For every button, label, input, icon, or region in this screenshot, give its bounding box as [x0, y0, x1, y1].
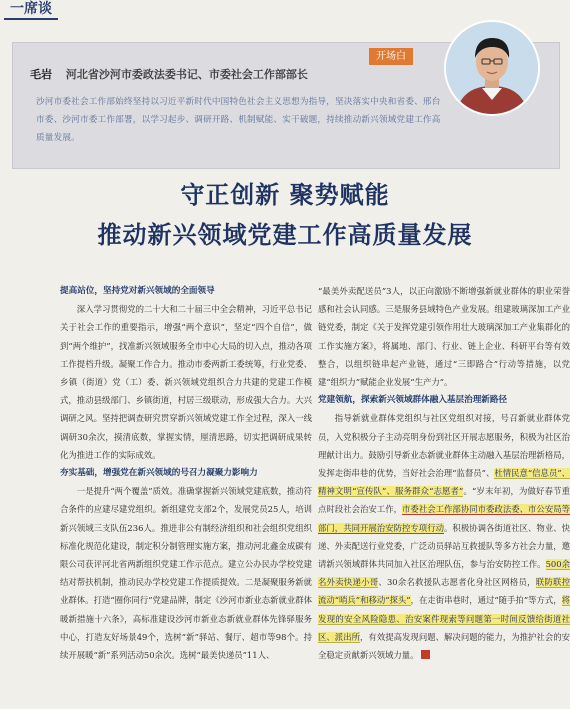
highlighted-text: 500余名外卖快递小哥: [318, 559, 570, 588]
right-column: [318, 282, 570, 664]
text-run: ，在走街串巷时，通过“随手拍”等方式，: [410, 595, 562, 606]
paragraph-left-1: 深入学习贯彻党的二十大和二十届三中全会精神，习近平总书记关于社会工作的重要指示，增强“两个意识”，坚定“四个自信”，做到“两个维护”，找准新兴领域服务全市中心大局的切入点，推动各项工作提档升级。凝聚工作合力。推动市委两新工委统筹，行业党委、乡镇（街道）党（工）委、新兴领域党组织合力共建的党建工作模式，推动县级部门、乡镇街道，村居三级联动，形成强大合力。大兴调研之风。坚持把调查研究贯穿新兴领域党建工作全过程，深入一线调研30余次，摸清底数，掌握实情，厘清思路，切实把调研成果转化为推进工作的实际成效。: [60, 304, 312, 460]
highlighted-text: 市委社会工作部协同市委政法委、市公安局等部门，共同开展治安防控专项行动: [318, 504, 570, 533]
highlighted-text: 杜情民意“信息员”、精神文明“宣传队”、服务群众“志愿者”: [318, 468, 570, 497]
author-title: 河北省沙河市委政法委书记、市委社会工作部部长: [65, 68, 308, 81]
section-heading-3: 党建领航，探索新兴领域群体融入基层治理新路径: [318, 395, 508, 406]
text-run: 。积极协调各街道社区、物业、快递、外卖配送行业党委，广泛动员驿站互救援队等多方社会力量，邀请新兴领域群体共同加入社区治理队伍，参与治安防控工作。: [318, 522, 570, 570]
headline-line-2: 推动新兴领域党建工作高质量发展: [97, 221, 473, 249]
author-photo: [444, 20, 540, 116]
section-heading-1: 提高站位，坚持党对新兴领域的全面领导: [60, 286, 215, 296]
end-mark-icon: [421, 650, 430, 659]
headline-line-1: 守正创新 聚势赋能: [180, 181, 390, 209]
text-run: 、30余名救援队志愿者化身社区网格员，: [378, 577, 536, 588]
paragraph-left-2: 一是提升“两个覆盖”质效。准确掌握新兴领域党建底数，推动符合条件的应建尽建党组织。新组建党支部2个，发展党员25人，培训新兴领域三支队伍236人。推进非公有制经济组织和社会组织党组织标准化规范化建设，制定积分制管理实施方案，推动河北鑫金成碳有限公司获评河北省两新组织党建工作示范点。建立公办民办学校党建结对帮扶机制，推动民办学校党建工作提质提效。二是凝聚服务新就业群体。打造“圈你同行”党建品牌，制定《沙河市新业态新就业群体暖新措施十六条》，高标准建设沙河市新业态新就业群体先锋驿服务中心，打造友好场景49个，选树“新”驿站、餐厅、超市等98个。持续开展暖“新”系列活动50余次。选树“最美快递员”11人、: [60, 486, 312, 661]
series-tag: 一席谈: [4, 0, 58, 20]
intro-paragraph: 沙河市委社会工作部始终坚持以习近平新时代中国特色社会主义思想为指导，坚决落实中央和省委、邢台市委、沙河市委工作部署，以学习起步、调研开路、机制赋能、实干破题，持续推动新兴领域党建工作高质量发展。: [36, 97, 441, 143]
opening-badge: 开场白: [369, 48, 413, 65]
series-header: [0, 0, 570, 20]
author-name: 毛岩: [30, 68, 52, 81]
highlighted-text: 联防联控流动“哨兵”和移动“探头”: [318, 577, 570, 606]
left-column: [60, 282, 312, 664]
text-run: 。“岁末年初，为做好春节重点时段社会治安工作，: [318, 486, 570, 515]
paragraph-right-2: [318, 409, 570, 664]
highlighted-text: 将发现的安全风险隐患、治安案件现索等问题第一时间反馈给街道社区、派出所: [318, 595, 570, 642]
author-line: [30, 66, 308, 82]
section-heading-2: 夯实基础，增强党在新兴领域的号召力凝聚力影响力: [60, 468, 258, 479]
text-run: ，有效提高发现问题、解决问题的能力，为推护社会的安全稳定贡献新兴领域力量。: [318, 631, 570, 661]
text-run: 指导新就业群体党组织与社区党组织对接，号召新就业群体党员，入党积极分子主动亮明身份到社区开展志愿服务，积极为社区治理献计出力。鼓励引导新业态新就业群体主动融入基层治理新格局，发挥走街串巷的优势，当好社会治理“监督员”、: [318, 413, 570, 479]
paragraph-right-1: “最美外卖配送员”3人，以正向激励不断增强新就业群体的职业荣誉感和社会认同感。三是服务县域特色产业发展。组建玻璃深加工产业链党委，制定《关于发挥党建引领作用壮大玻璃深加工产业集群化的工作实施方案》，将属地、部门、行业、链上企业、科研平台等有效整合，以组织链串起产业链，通过“三即路合”行动等措施，以党建“组织力”赋能企业发展“生产力”。: [318, 286, 570, 388]
author-portrait-image: [446, 22, 538, 114]
